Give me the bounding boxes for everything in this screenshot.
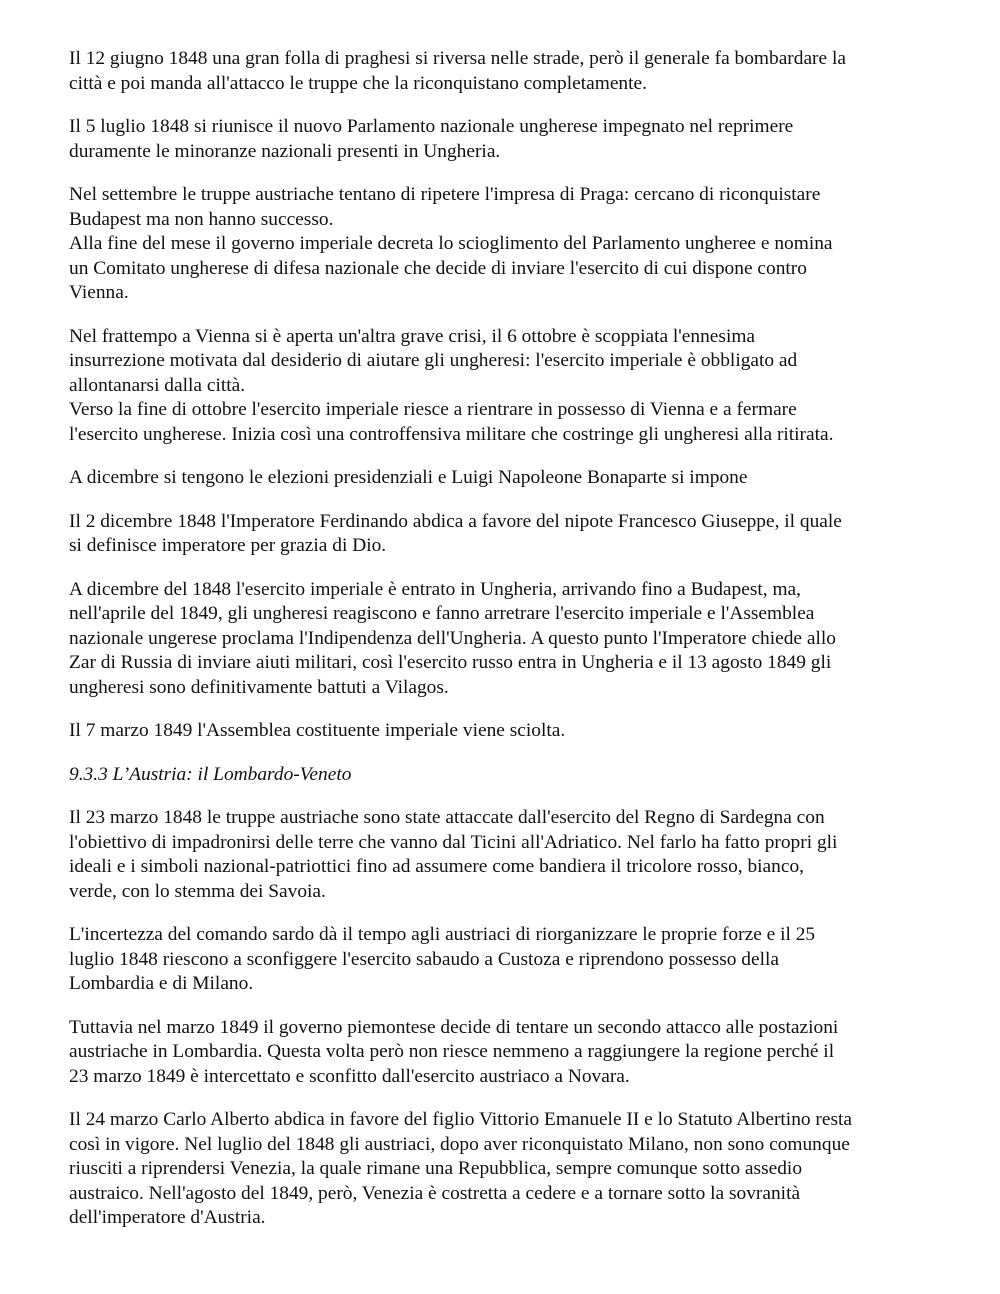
text-line: si definisce imperatore per grazia di Dio. [69,535,387,556]
paragraph-hungarian-parliament [69,115,940,164]
text-line: così in vigore. Nel luglio del 1848 gli austriaci, dopo aver riconquistato Milano, non sono comunque [69,1133,850,1155]
section-heading-text: 9.3.3 L’Austria: il Lombardo-Veneto [69,763,352,785]
paragraph-vienna-october [69,325,940,448]
text-line: ideali e i simboli nazional-patriottici fino ad assumere come bandiera il tricolore rosso, bianco, [69,856,804,877]
text-line: L'incertezza del comando sardo dà il tempo agli austriaci di riorganizzare le proprie forze e il 25 [69,924,816,945]
text-line: l'esercito ungherese. Inizia così una controffensiva militare che costringe gli ungheresi alla ritirata. [69,423,834,445]
text-line: verde, con lo stemma dei Savoia. [69,880,326,902]
text-line: Nel settembre le truppe austriache tentano di ripetere l'impresa di Praga: cercano di riconquistare [69,184,821,205]
text-line: luglio 1848 riescono a sconfiggere l'esercito sabaudo a Custoza e riprendono possesso della [69,948,779,970]
text-line: A dicembre del 1848 l'esercito imperiale è entrato in Ungheria, arrivando fino a Budapest, ma, [69,578,802,600]
section-heading [69,763,940,788]
text-line: Il 12 giugno 1848 una gran folla di praghesi si riversa nelle strade, però il generale fa bombardare la [69,48,846,69]
text-line: dell'imperatore d'Austria. [69,1207,266,1228]
text-line: Il 7 marzo 1849 l'Assemblea costituente imperiale viene sciolta. [69,720,566,741]
text-line: Verso la fine di ottobre l'esercito imperiale riesce a rientrare in possesso di Vienna e a fermare [69,399,797,420]
text-line: Budapest ma non hanno successo. [69,208,334,230]
text-line: riusciti a riprendersi Venezia, la quale rimane una Repubblica, sempre comunque sotto assedio [69,1158,803,1179]
text-line: Il 2 dicembre 1848 l'Imperatore Ferdinando abdica a favore del nipote Francesco Giuseppe, il quale [69,510,842,532]
paragraph-december-elections [69,466,940,491]
text-line: l'obiettivo di impadronirsi delle terre che vanno dal Ticini all'Adriatico. Nel farlo ha fatto propri gli [69,831,838,853]
text-line: Il 24 marzo Carlo Alberto abdica in favore del figlio Vittorio Emanuele II e lo Statuto Albertino resta [69,1109,853,1130]
text-line: Il 5 luglio 1848 si riunisce il nuovo Parlamento nazionale ungherese impegnato nel reprimere [69,116,794,137]
text-line: Tuttavia nel marzo 1849 il governo piemontese decide di tentare un secondo attacco alle postazioni [69,1016,839,1038]
text-line: insurrezione motivata dal desiderio di aiutare gli ungheresi: l'esercito imperiale è obbligato ad [69,350,798,371]
paragraph-hungary-campaign [69,578,940,701]
text-line: Vienna. [69,282,129,303]
text-line: città e poi manda all'attacco le truppe che la riconquistano completamente. [69,72,647,94]
text-line: nazionale ungerese proclama l'Indipendenza dell'Ungheria. A questo punto l'Imperatore chiede allo [69,627,836,649]
text-line: A dicembre si tengono le elezioni presidenziali e Luigi Napoleone Bonaparte si impone [69,467,748,488]
text-line: nell'aprile del 1849, gli ungheresi reagiscono e fanno arretrare l'esercito imperiale e l'Assemblea [69,603,815,624]
text-line: Il 23 marzo 1848 le truppe austriache sono state attaccate dall'esercito del Regno di Sardegna con [69,807,825,828]
text-line: Alla fine del mese il governo imperiale decreta lo scioglimento del Parlamento ungheree e nomina [69,233,833,254]
text-line: Lombardia e di Milano. [69,973,254,994]
text-line: austriache in Lombardia. Questa volta però non riesce nemmeno a raggiungere la regione perché il [69,1041,835,1062]
text-line: duramente le minoranze nazionali presenti in Ungheria. [69,140,501,162]
paragraph-venezia [69,1108,940,1231]
paragraph-assembly-dissolved [69,719,940,744]
text-line: allontanarsi dalla città. [69,374,246,396]
text-line: austraico. Nell'agosto del 1849, però, Venezia è costretta a cedere e a tornare sotto la sovranità [69,1182,801,1204]
text-line: 23 marzo 1849 è intercettato e sconfitto dall'esercito austriaco a Novara. [69,1065,630,1087]
text-line: un Comitato ungherese di difesa nazionale che decide di inviare l'esercito di cui dispone contro [69,257,807,279]
paragraph-novara [69,1016,940,1090]
text-line: Nel frattempo a Vienna si è aperta un'altra grave crisi, il 6 ottobre è scoppiata l'ennesima [69,325,756,347]
paragraph-custoza [69,923,940,997]
text-line: Zar di Russia di inviare aiuti militari, così l'esercito russo entra in Ungheria e il 13 agosto 1849 gli [69,652,832,673]
paragraph-prague-june-1848 [69,47,940,96]
paragraph-sardinia-attack [69,806,940,904]
paragraph-ferdinand-abdication [69,510,940,559]
text-line: ungheresi sono definitivamente battuti a Vilagos. [69,676,449,698]
paragraph-september-budapest [69,183,940,306]
